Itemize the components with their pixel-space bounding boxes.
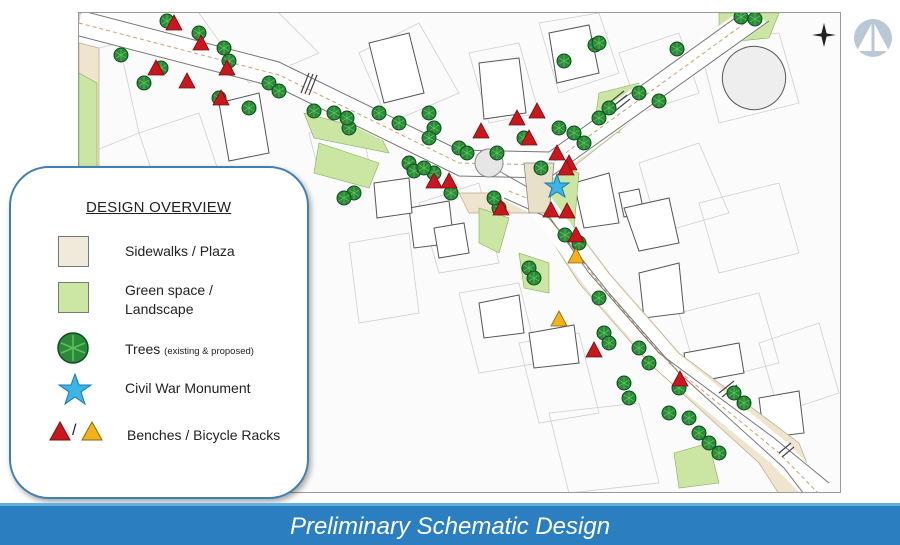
tree-icon [272, 84, 286, 98]
bicycle-rack-icon [551, 311, 567, 326]
tree-icon [460, 146, 474, 160]
legend-trees-label [125, 340, 254, 361]
tree-icon [632, 341, 646, 355]
tree-icon [487, 191, 501, 205]
tree-icon [592, 291, 606, 305]
tree-icon [652, 94, 666, 108]
logo-icon [853, 17, 893, 59]
legend-slash: / [72, 422, 77, 439]
tree-icon [682, 411, 696, 425]
tree-icon [642, 356, 656, 370]
tree-icon [552, 121, 566, 135]
bench-icon [586, 342, 602, 357]
tree-icon [422, 131, 436, 145]
legend-monument-label: Civil War Monument [125, 380, 251, 396]
tree-icon [490, 146, 504, 160]
tree-icon [748, 13, 762, 26]
tree-icon [527, 271, 541, 285]
legend-title: DESIGN OVERVIEW [86, 199, 232, 216]
tree-icon [337, 191, 351, 205]
tree-icon [712, 446, 726, 460]
tree-icon [602, 101, 616, 115]
tree-icon [417, 161, 431, 175]
bench-icon [49, 421, 71, 441]
tree-icon [392, 116, 406, 130]
bicycle-rack-icon [81, 421, 103, 441]
tree-icon [617, 376, 631, 390]
sidewalk-swatch [58, 236, 89, 267]
legend-sidewalks-label: Sidewalks / Plaza [125, 243, 235, 259]
footer-title: Preliminary Schematic Design [289, 513, 611, 540]
tree-icon [307, 104, 321, 118]
tree-icon [737, 396, 751, 410]
tree-icon [632, 86, 646, 100]
tree-icon [340, 111, 354, 125]
tree-icon [217, 41, 231, 55]
tree-icon [327, 106, 341, 120]
bench-icon [473, 123, 489, 138]
legend-green-space-label: Green space / Landscape [125, 282, 213, 317]
tree-icon [670, 42, 684, 56]
tree-icon [622, 391, 636, 405]
tree-icon [137, 76, 151, 90]
tree-icon [422, 106, 436, 120]
tree-icon [734, 13, 748, 24]
tree-icon [567, 126, 581, 140]
green-space-swatch [58, 282, 89, 313]
bench-icon [529, 103, 545, 118]
tree-icon [557, 54, 571, 68]
tree-icon [662, 406, 676, 420]
bench-icon [179, 73, 195, 88]
footer-bar [0, 503, 900, 545]
tree-icon [534, 161, 548, 175]
tree-icon [56, 331, 90, 365]
legend-trees-text: Trees [125, 341, 161, 357]
legend-benches-label: Benches / Bicycle Racks [127, 427, 281, 443]
tree-icon [602, 336, 616, 350]
legend-trees-note: (existing & proposed) [164, 346, 254, 357]
north-arrow-icon [812, 23, 836, 47]
design-overview-legend [9, 166, 309, 499]
star-icon [58, 373, 92, 405]
tree-icon [592, 36, 606, 50]
tree-icon [114, 48, 128, 62]
tree-icon [242, 101, 256, 115]
tree-icon [372, 106, 386, 120]
